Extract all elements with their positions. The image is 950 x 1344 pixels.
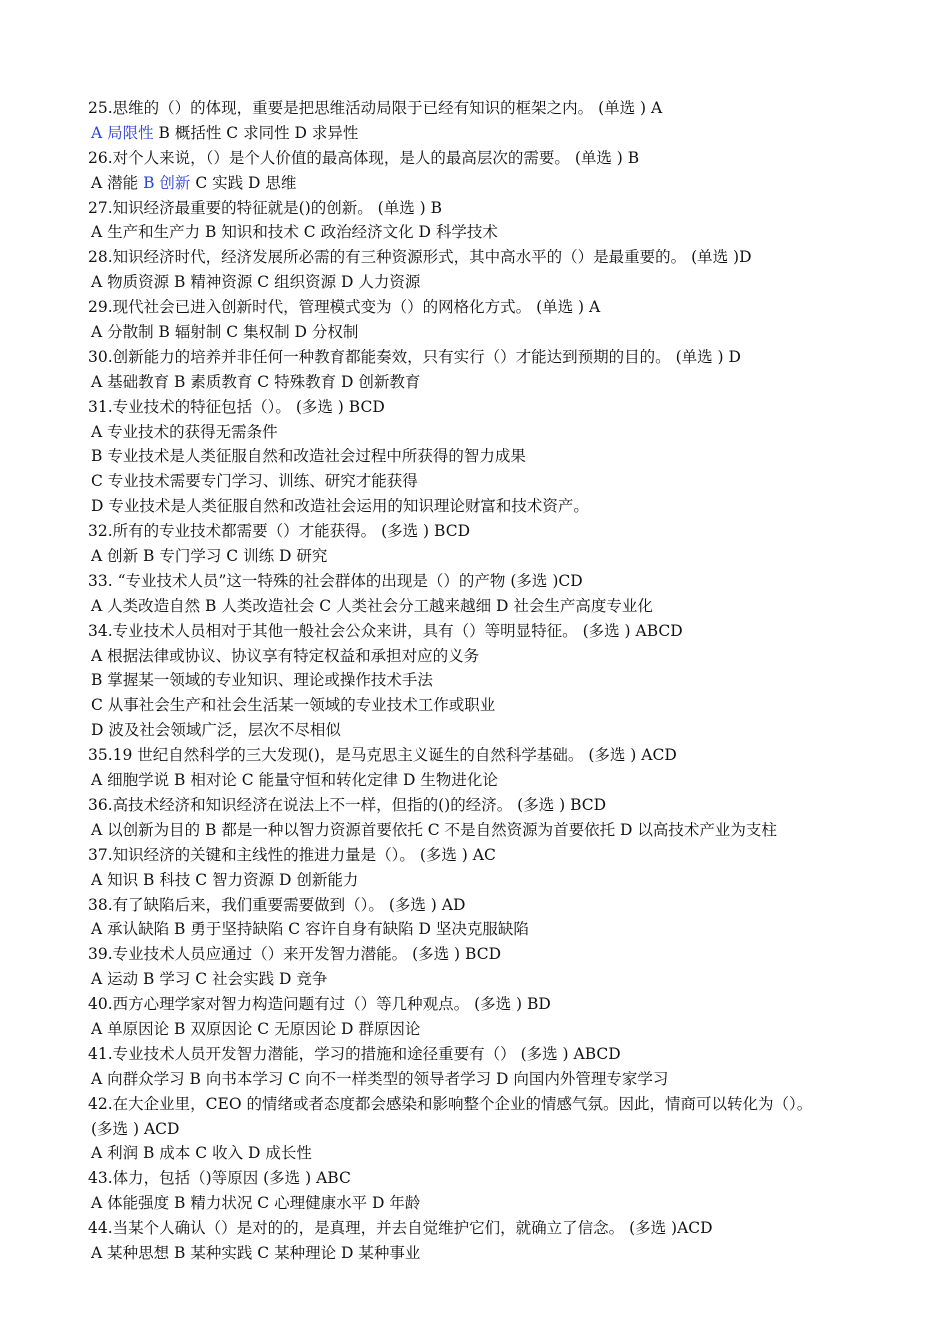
question-line (88, 345, 888, 370)
question-text: 29.现代社会已进入创新时代，管理模式变为（）的网格化方式。 (单选 ) A (88, 298, 601, 317)
options-line (88, 917, 888, 942)
question-text: 27.知识经济最重要的特征就是()的创新。 (单选 ) B (88, 198, 443, 217)
question-line (88, 295, 888, 320)
question-line (88, 1166, 888, 1191)
option-text: B 掌握某一领域的专业知识、理论或操作技术手法 (91, 671, 433, 690)
question-text: 33. “专业技术人员”这一特殊的社会群体的出现是（）的产物 (多选 )CD (88, 571, 583, 590)
option-text: A 单原因论 B 双原因论 C 无原因论 D 群原因论 (91, 1019, 421, 1038)
option-text: A 知识 B 科技 C 智力资源 D 创新能力 (91, 870, 359, 889)
options-line (88, 270, 888, 295)
options-line (88, 1141, 888, 1166)
option-text: C 从事社会生产和社会生活某一领域的专业技术工作或职业 (91, 696, 496, 715)
option-text: A 潜能 (91, 173, 144, 192)
option-text: A 某种思想 B 某种实践 C 某种理论 D 某种事业 (91, 1243, 421, 1262)
question-line (88, 843, 888, 868)
question-text: 40.西方心理学家对智力构造问题有过（）等几种观点。 (多选 ) BD (88, 995, 551, 1014)
question-text: 38.有了缺陷后来，我们重要需要做到（）。 (多选 ) AD (88, 895, 466, 914)
options-line (88, 320, 888, 345)
options-line (88, 818, 888, 843)
question-line (88, 519, 888, 544)
option-text: C 专业技术需要专门学习、训练、研究才能获得 (91, 472, 418, 491)
question-text: 26.对个人来说，（）是个人价值的最高体现，是人的最高层次的需要。 (单选 ) B (88, 148, 640, 167)
question-text: 37.知识经济的关键和主线性的推进力量是（）。 (多选 ) AC (88, 845, 496, 864)
question-text: 30.创新能力的培养并非任何一种教育都能奏效，只有实行（）才能达到预期的目的。 (单选 ) D (88, 347, 741, 366)
question-line (88, 619, 888, 644)
option-text: A 以创新为目的 B 都是一种以智力资源首要依托 C 不是自然资源为首要依托 D 以高技术产业为支柱 (91, 820, 777, 839)
question-text: 35.19 世纪自然科学的三大发现()，是马克思主义诞生的自然科学基础。 (多选 ) ACD (88, 746, 677, 765)
question-text: 32.所有的专业技术都需要（）才能获得。 (多选 ) BCD (88, 522, 470, 541)
options-line (88, 1017, 888, 1042)
options-line (88, 1117, 888, 1142)
option-text: A 物质资源 B 精神资源 C 组织资源 D 人力资源 (91, 273, 421, 292)
options-line (88, 768, 888, 793)
options-line (88, 718, 888, 743)
question-line (88, 196, 888, 221)
options-line (88, 420, 888, 445)
question-list (88, 96, 888, 1266)
options-line (88, 693, 888, 718)
question-text: 41.专业技术人员开发智力潜能，学习的措施和途径重要有（） (多选 ) ABCD (88, 1044, 621, 1063)
question-line (88, 992, 888, 1017)
question-text: 36.高技术经济和知识经济在说法上不一样，但指的()的经济。 (多选 ) BCD (88, 795, 607, 814)
options-line (88, 967, 888, 992)
options-line (88, 644, 888, 669)
question-text: 28.知识经济时代，经济发展所必需的有三种资源形式，其中高水平的（）是最重要的。 (单选 )D (88, 248, 752, 267)
option-text: A 基础教育 B 素质教育 C 特殊教育 D 创新教育 (91, 372, 421, 391)
question-line (88, 893, 888, 918)
option-text: A 生产和生产力 B 知识和技术 C 政治经济文化 D 科学技术 (91, 223, 498, 242)
option-text: A 承认缺陷 B 勇于坚持缺陷 C 容许自身有缺陷 D 坚决克服缺陷 (91, 920, 529, 939)
options-line (88, 544, 888, 569)
option-text: D 专业技术是人类征服自然和改造社会运用的知识理论财富和技术资产。 (91, 497, 589, 516)
options-line (88, 171, 888, 196)
question-line (88, 1092, 888, 1117)
option-text: B 专业技术是人类征服自然和改造社会过程中所获得的智力成果 (91, 447, 526, 466)
question-line (88, 569, 888, 594)
option-text: A 利润 B 成本 C 收入 D 成长性 (91, 1144, 312, 1163)
options-line (88, 494, 888, 519)
question-text: 25.思维的（）的体现，重要是把思维活动局限于已经有知识的框架之内。 (单选 ) A (88, 99, 663, 117)
question-line (88, 245, 888, 270)
option-text: A 运动 B 学习 C 社会实践 D 竞争 (91, 970, 328, 989)
options-line (88, 868, 888, 893)
options-line (88, 220, 888, 245)
highlighted-option: B 创新 (143, 173, 191, 192)
options-line (88, 668, 888, 693)
option-text: A 细胞学说 B 相对论 C 能量守恒和转化定律 D 生物进化论 (91, 771, 498, 790)
option-text: A 根据法律或协议、协议享有特定权益和承担对应的义务 (91, 646, 480, 665)
option-text: A 向群众学习 B 向书本学习 C 向不一样类型的领导者学习 D 向国内外管理专家学习 (91, 1069, 669, 1088)
question-line (88, 395, 888, 420)
options-line (88, 444, 888, 469)
question-line (88, 743, 888, 768)
option-text: B 概括性 C 求同性 D 求异性 (153, 123, 359, 142)
question-line (88, 1216, 888, 1241)
options-line (88, 594, 888, 619)
option-text: A 人类改造自然 B 人类改造社会 C 人类社会分工越来越细 D 社会生产高度专业化 (91, 596, 653, 615)
options-line (88, 469, 888, 494)
options-line (88, 1067, 888, 1092)
option-text: (多选 ) ACD (91, 1119, 180, 1138)
question-text: 31.专业技术的特征包括（）。 (多选 ) BCD (88, 397, 385, 416)
option-text: D 波及社会领域广泛，层次不尽相似 (91, 721, 341, 740)
question-line (88, 942, 888, 967)
question-text: 42.在大企业里，CEO 的情绪或者态度都会感染和影响整个企业的情感气氛。因此，情商可以转化为（）。 (88, 1094, 813, 1113)
question-text: 39.专业技术人员应通过（）来开发智力潜能。 (多选 ) BCD (88, 945, 501, 964)
option-text: C 实践 D 思维 (190, 173, 297, 192)
question-text: 44.当某个人确认（）是对的的，是真理，并去自觉维护它们，就确立了信念。 (多选 )ACD (88, 1219, 713, 1238)
options-line (88, 1241, 888, 1266)
question-text: 34.专业技术人员相对于其他一般社会公众来讲，具有（）等明显特征。 (多选 ) ABCD (88, 621, 683, 640)
question-line (88, 793, 888, 818)
options-line (88, 370, 888, 395)
option-text: A 创新 B 专门学习 C 训练 D 研究 (91, 547, 328, 566)
options-line (88, 1191, 888, 1216)
options-line (88, 121, 888, 146)
question-text: 43.体力，包括（)等原因 (多选 ) ABC (88, 1169, 351, 1188)
option-text: A 分散制 B 辐射制 C 集权制 D 分权制 (91, 323, 359, 342)
highlighted-option: A 局限性 (91, 123, 154, 142)
question-line (88, 1042, 888, 1067)
option-text: A 专业技术的获得无需条件 (91, 422, 278, 441)
question-line (88, 96, 888, 121)
option-text: A 体能强度 B 精力状况 C 心理健康水平 D 年龄 (91, 1194, 421, 1213)
question-line (88, 146, 888, 171)
